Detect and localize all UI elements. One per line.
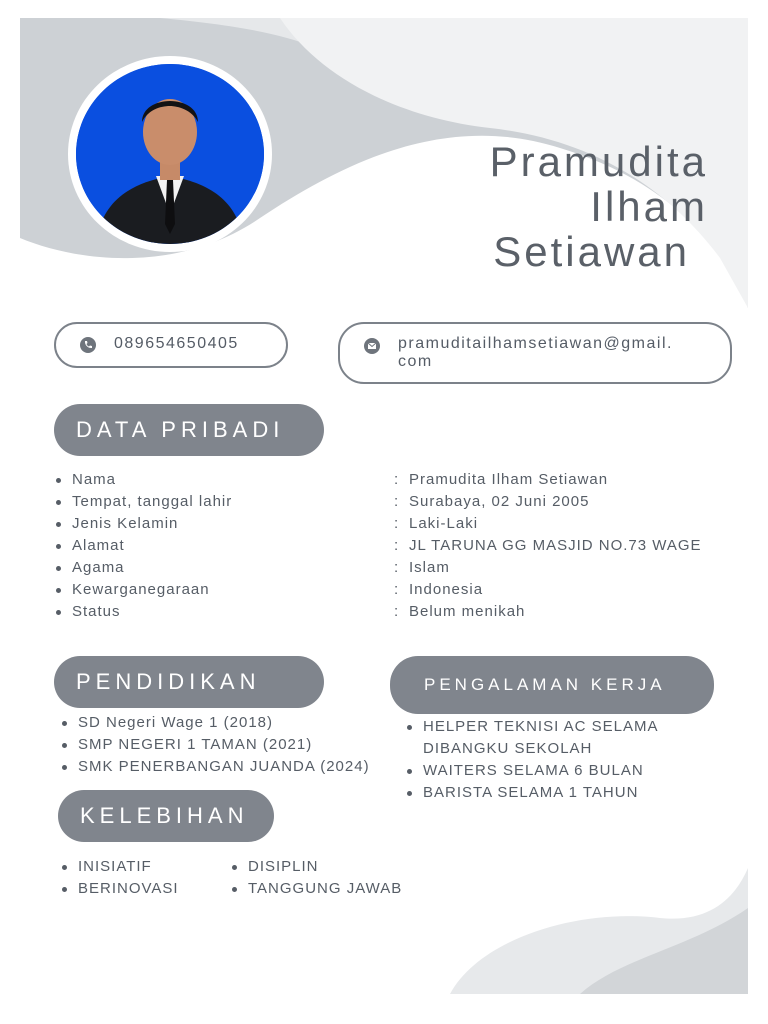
- name-line-2: Ilham: [590, 183, 708, 230]
- phone-pill: [54, 322, 288, 368]
- skill-item: TANGGUNG JAWAB: [248, 878, 402, 900]
- resume-page: [20, 18, 748, 994]
- colon: :: [394, 581, 400, 598]
- name-line-3: Setiawan: [493, 228, 690, 275]
- skill-item: DISIPLIN: [248, 856, 402, 878]
- section-header-skills: KELEBIHAN: [58, 790, 274, 842]
- colon: :: [394, 537, 400, 554]
- profile-photo: [76, 64, 264, 244]
- skills-list-2: [248, 856, 402, 900]
- colon: :: [394, 603, 400, 620]
- education-item: SD Negeri Wage 1 (2018): [78, 712, 370, 734]
- experience-item-continued: DIBANGKU SEKOLAH: [423, 740, 593, 757]
- value-nama: Pramudita Ilham Setiawan: [409, 471, 609, 488]
- label-nama: Nama: [72, 469, 232, 491]
- skill-item: BERINOVASI: [78, 878, 179, 900]
- email-line-1: pramuditailhamsetiawan@gmail.: [398, 335, 673, 352]
- personal-values: [409, 469, 702, 623]
- email-address: [398, 335, 673, 371]
- label-ttl: Tempat, tanggal lahir: [72, 491, 232, 513]
- section-header-education: PENDIDIKAN: [54, 656, 324, 708]
- label-agama: Agama: [72, 557, 232, 579]
- education-item: SMK PENERBANGAN JUANDA (2024): [78, 756, 370, 778]
- experience-list: [423, 716, 658, 804]
- education-item: SMP NEGERI 1 TAMAN (2021): [78, 734, 370, 756]
- phone-number: 089654650405: [114, 335, 239, 352]
- value-alamat: JL TARUNA GG MASJID NO.73 WAGE: [409, 537, 702, 554]
- value-status: Belum menikah: [409, 603, 526, 620]
- name-line-1: Pramudita: [489, 138, 708, 185]
- portrait-icon: [76, 64, 264, 244]
- label-jenis-kelamin: Jenis Kelamin: [72, 513, 232, 535]
- skill-item: INISIATIF: [78, 856, 179, 878]
- label-status: Status: [72, 601, 232, 623]
- experience-item: WAITERS SELAMA 6 BULAN: [423, 760, 658, 782]
- email-pill: [338, 322, 732, 384]
- section-header-personal: DATA PRIBADI: [54, 404, 324, 456]
- section-header-experience: PENGALAMAN KERJA: [390, 656, 714, 714]
- value-ttl: Surabaya, 02 Juni 2005: [409, 493, 590, 510]
- label-alamat: Alamat: [72, 535, 232, 557]
- colon: :: [394, 471, 400, 488]
- phone-icon: [80, 337, 96, 353]
- colon: :: [394, 515, 400, 532]
- education-list: [78, 712, 370, 778]
- value-kewarganegaraan: Indonesia: [409, 581, 484, 598]
- colon: :: [394, 559, 400, 576]
- experience-item: HELPER TEKNISI AC SELAMA: [423, 716, 658, 738]
- colon: :: [394, 493, 400, 510]
- personal-labels: [72, 469, 232, 623]
- label-kewarganegaraan: Kewarganegaraan: [72, 579, 232, 601]
- mail-icon: [364, 338, 380, 354]
- profile-photo-frame: [68, 56, 272, 252]
- experience-item: BARISTA SELAMA 1 TAHUN: [423, 782, 658, 804]
- skills-list-1: [78, 856, 179, 900]
- value-jenis-kelamin: Laki-Laki: [409, 515, 479, 532]
- email-line-2: com: [398, 353, 433, 370]
- personal-colons: [394, 469, 399, 623]
- value-agama: Islam: [409, 559, 450, 576]
